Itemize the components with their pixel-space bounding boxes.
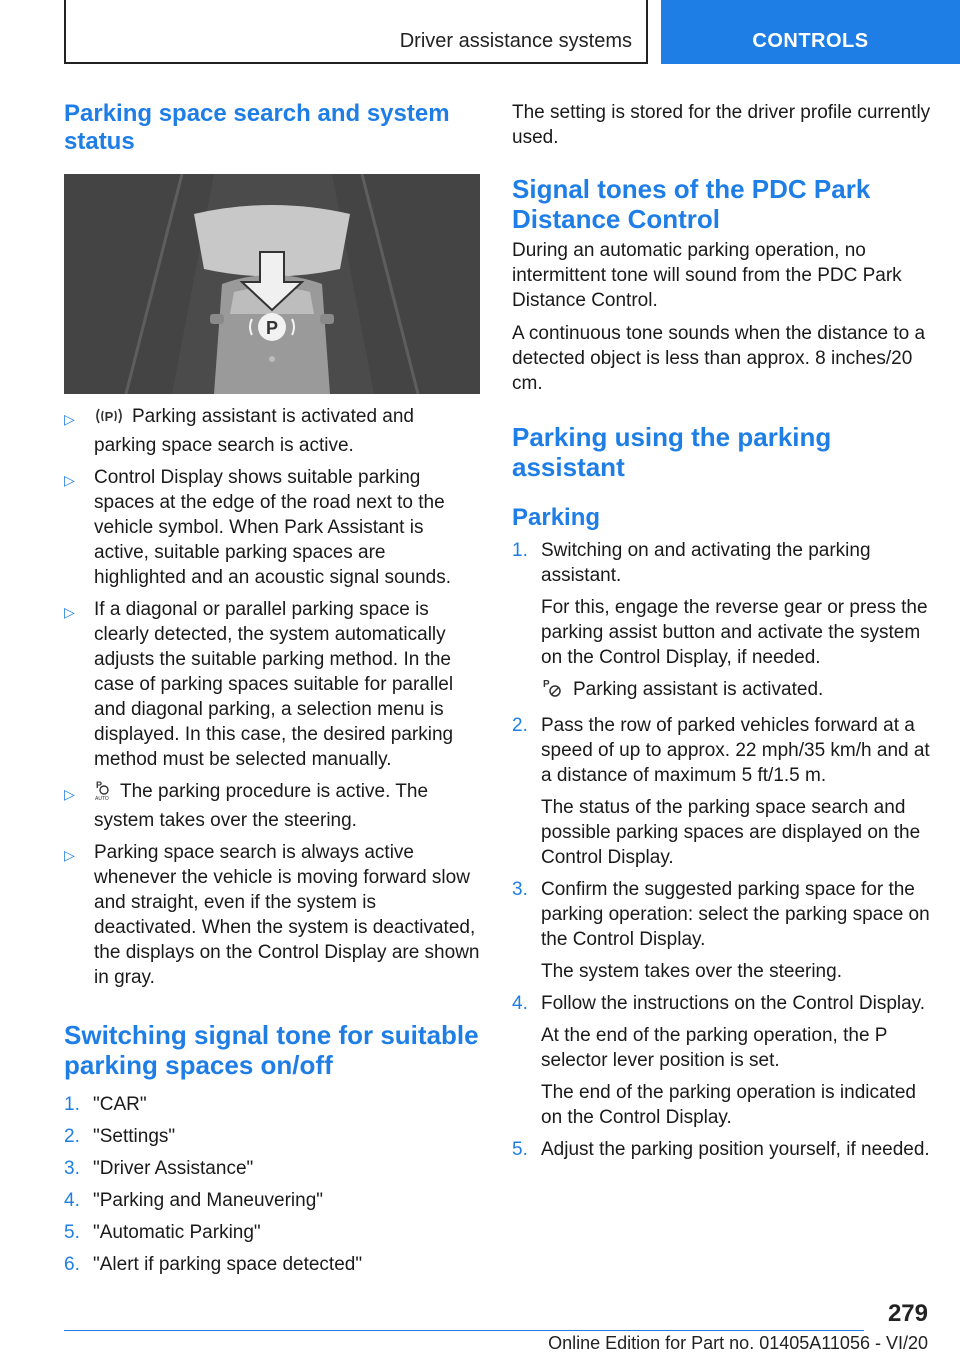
triangle-bullet-icon: ▷	[64, 604, 75, 620]
menu-item-text: "Parking and Maneuvering"	[93, 1190, 324, 1211]
list-item: 5. Adjust the parking position yourself, if needed.	[512, 1139, 930, 1160]
setting-stored-text: The setting is stored for the driver profile currently used.	[512, 102, 931, 148]
step-note: For this, engage the reverse gear or press the parking assist button and activate the system on the Control Display, if needed.	[541, 597, 928, 668]
subheading-parking: Parking	[512, 504, 601, 531]
list-item: 5. "Automatic Parking"	[64, 1222, 261, 1243]
menu-item-text: "Alert if parking space detected"	[93, 1254, 363, 1275]
step-text: Follow the instructions on the Control Display.	[541, 993, 926, 1014]
parking-display-figure	[64, 174, 480, 394]
svg-text:P: P	[96, 780, 103, 790]
step-note: The system takes over the steering.	[541, 961, 842, 982]
menu-path-list	[64, 1092, 480, 1277]
step-text: Confirm the suggested parking space for the parking operation: select the parking space on the Control Display.	[541, 879, 930, 950]
triangle-bullet-icon: ▷	[64, 847, 75, 863]
heading-pdc-signal-tones: Signal tones of the PDC Park Distance Control	[512, 174, 871, 234]
list-item: 4. "Parking and Maneuvering"	[64, 1190, 324, 1211]
left-column	[64, 100, 480, 1284]
step-note: The end of the parking operation is indicated on the Control Display.	[541, 1082, 916, 1128]
list-item: 1. Switching on and activating the parking assistant. For this, engage the reverse gear or press the parking assist button and activate the system on the Control Display, if needed. P Parking assistant is activated.	[512, 538, 932, 706]
section-title: Driver assistance systems	[399, 30, 632, 52]
parking-display-illustration	[64, 174, 480, 394]
list-item: 3. "Driver Assistance"	[64, 1158, 254, 1179]
step-text: Switching on and activating the parking assistant.	[541, 540, 871, 586]
list-item	[64, 404, 480, 458]
auto-steering-icon	[94, 779, 112, 808]
list-item: 2. "Settings"	[64, 1126, 176, 1147]
header-section-box	[64, 0, 648, 64]
step-text: Adjust the parking position yourself, if needed.	[541, 1139, 930, 1160]
edition-info: Online Edition for Part no. 01405A11056 - VI/20	[548, 1333, 928, 1353]
step-icon-note: P Parking assistant is activated.	[541, 677, 932, 706]
triangle-bullet-icon: ▷	[64, 411, 75, 427]
menu-item-text: "Settings"	[93, 1126, 176, 1147]
svg-text:AUTO: AUTO	[95, 796, 109, 801]
page-number: 279	[887, 1300, 928, 1327]
menu-item-text: "Driver Assistance"	[93, 1158, 254, 1179]
list-item: 6. "Alert if parking space detected"	[64, 1254, 363, 1275]
list-item	[64, 840, 480, 990]
parking-assistant-icon	[94, 406, 124, 433]
list-item: 1. "CAR"	[64, 1094, 147, 1115]
list-item	[64, 779, 480, 833]
step-note: At the end of the parking operation, the P selector lever position is set.	[541, 1025, 888, 1071]
triangle-bullet-icon: ▷	[64, 786, 75, 802]
svg-text:P: P	[104, 409, 114, 424]
bullet-text: The parking procedure is active. The system takes over the steering.	[94, 781, 429, 831]
heading-parking-using-assistant: Parking using the parking assistant	[512, 422, 832, 482]
list-item	[64, 597, 480, 772]
bullet-text: Parking space search is always active whenever the vehicle is moving forward slow and straight, even if the system is deactivated. When the system is deactivated, the displays on the Control Display are shown in gray.	[94, 842, 480, 988]
pdc-paragraph-1: During an automatic parking operation, no intermittent tone will sound from the PDC Park Distance Control.	[512, 240, 902, 311]
chapter-title: CONTROLS	[752, 30, 869, 52]
list-item: 4. Follow the instructions on the Control Display. At the end of the parking operation, the P selector lever position is set. The end of the parking operation is indicated on the Control Display.	[512, 991, 932, 1130]
list-item: 2. Pass the row of parked vehicles forward at a speed of up to approx. 22 mph/35 km/h and at a distance of maximum 5 ft/1.5 m. The status of the parking space search and possible parking spaces are displayed on the Control Display.	[512, 713, 932, 870]
bullet-text: Control Display shows suitable parking spaces at the edge of the road next to the vehicle symbol. When Park Assistant is active, suitable parking spaces are highlighted and an acoustic signal sounds.	[94, 467, 452, 588]
right-column	[512, 100, 932, 1169]
triangle-bullet-icon: ▷	[64, 472, 75, 488]
heading-signal-tone-switching: Switching signal tone for suitable parking spaces on/off	[64, 1020, 479, 1080]
step-text: Pass the row of parked vehicles forward at a speed of up to approx. 22 mph/35 km/h and at a distance of maximum 5 ft/1.5 m.	[541, 715, 930, 786]
pdc-paragraph-2: A continuous tone sounds when the distance to a detected object is less than approx. 8 inches/20 cm.	[512, 323, 926, 394]
step-note: The status of the parking space search and possible parking spaces are displayed on the Control Display.	[541, 797, 921, 868]
bullet-text: If a diagonal or parallel parking space is clearly detected, the system automatically adjusts the suitable parking method. In the case of parking spaces suitable for parallel and diagonal parking, a selection menu is displayed. In this case, the desired parking method must be selected manually.	[94, 599, 454, 770]
list-item: 3. Confirm the suggested parking space for the parking operation: select the parking space on the Control Display. The system takes over the steering.	[512, 877, 932, 984]
parking-assistant-active-icon	[541, 677, 565, 706]
list-item	[64, 465, 480, 590]
parking-p-label: P	[265, 318, 279, 338]
header-chapter-tab[interactable]	[661, 0, 960, 64]
footer-divider	[64, 1330, 864, 1331]
heading-parking-space-search: Parking space search and system status	[64, 100, 450, 155]
menu-item-text: "Automatic Parking"	[93, 1222, 261, 1243]
parking-steps-list	[512, 538, 932, 1162]
bullet-text: Parking assistant is activated and parking space search is active.	[94, 406, 414, 456]
svg-text:P: P	[543, 679, 550, 690]
status-bullet-list	[64, 404, 480, 990]
menu-item-text: "CAR"	[93, 1094, 147, 1115]
